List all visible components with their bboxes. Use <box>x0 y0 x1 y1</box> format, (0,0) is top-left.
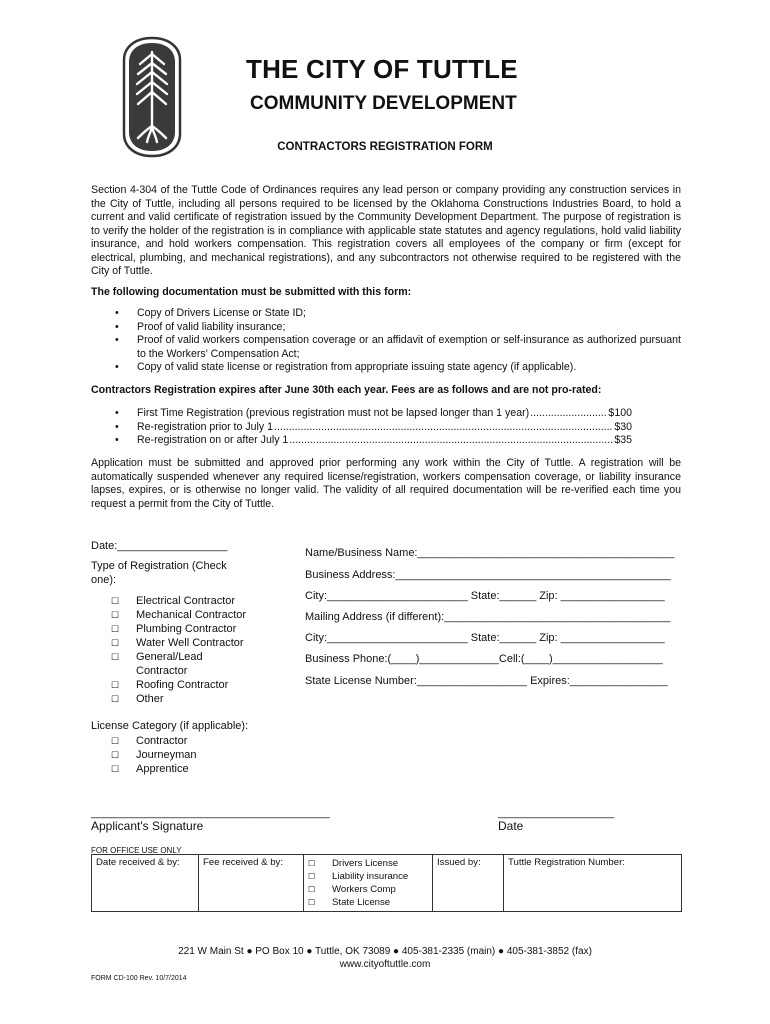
checkbox-state-license[interactable]: ☐ State License <box>308 897 391 908</box>
business-address-field[interactable]: Business Address:_____________________________________________ <box>305 569 671 581</box>
office-checklist <box>308 857 428 909</box>
checkbox-liability-insurance[interactable]: ☐ Liability insurance <box>308 871 409 882</box>
fees-heading: Contractors Registration expires after June 30th each year. Fees are as follows and are not pro-rated: <box>91 384 602 396</box>
checkbox-contractor[interactable]: ☐ Contractor <box>111 735 188 747</box>
list-item: • Proof of valid workers compensation coverage or an affidavit of exemption or self-insurance as authorized pursuant to the Workers' Compensation Act; <box>91 334 681 361</box>
fee-label: • Re-registration on or after July 1 <box>137 434 289 446</box>
city-state-zip-field[interactable]: City:_______________________ State:______ Zip: _________________ <box>305 590 665 602</box>
license-category-checklist <box>111 734 271 776</box>
checkbox-other[interactable]: ☐ Other <box>111 693 164 705</box>
checkbox-workers-comp[interactable]: ☐ Workers Comp <box>308 884 396 895</box>
checkbox-plumbing-contractor[interactable]: ☐ Plumbing Contractor <box>111 623 237 635</box>
date-signature-line[interactable]: ___________________ <box>498 807 615 819</box>
fee-amount: $35 <box>614 434 632 446</box>
checkbox-mechanical-contractor[interactable]: ☐ Mechanical Contractor <box>111 609 247 621</box>
checkbox-apprentice[interactable]: ☐ Apprentice <box>111 763 189 775</box>
checkbox-drivers-license[interactable]: ☐ Drivers License <box>308 858 399 869</box>
checkbox-roofing-contractor[interactable]: ☐ Roofing Contractor <box>111 679 229 691</box>
mailing-address-field[interactable]: Mailing Address (if different):_____________________________________ <box>305 611 671 623</box>
checkbox-electrical-contractor[interactable]: ☐ Electrical Contractor <box>111 595 236 607</box>
checkbox-water-well-contractor[interactable]: ☐ Water Well Contractor <box>111 637 244 649</box>
documentation-heading: The following documentation must be submitted with this form: <box>91 286 412 298</box>
fee-label: • First Time Registration (previous registration must not be lapsed longer than 1 year) <box>137 407 530 419</box>
list-item: • Copy of Drivers License or State ID; <box>91 307 681 321</box>
license-category-label: License Category (if applicable): <box>91 720 249 732</box>
form-revision: FORM CD-100 Rev. 10/7/2014 <box>91 975 187 982</box>
document-checklist-cell <box>304 855 433 912</box>
registration-type-checklist <box>111 594 271 706</box>
fee-label: • Re-registration prior to July 1 <box>137 420 274 433</box>
signature-label: Applicant's Signature <box>91 819 204 833</box>
date-field[interactable]: Date:__________________ <box>91 540 228 552</box>
fee-item <box>91 434 632 448</box>
footer-address: 221 W Main St ● PO Box 10 ● Tuttle, OK 73089 ● 405-381-2335 (main) ● 405-381-3852 (fax) <box>178 946 592 957</box>
mailing-city-state-zip-field[interactable]: City:_______________________ State:______ Zip: _________________ <box>305 632 665 644</box>
city-title: THE CITY OF TUTTLE <box>246 54 518 84</box>
form-title: CONTRACTORS REGISTRATION FORM <box>277 141 493 153</box>
application-paragraph: Application must be submitted and approved prior performing any work within the City of Tuttle. A registration will be automatically suspended whenever any required license/registration, workers compensation coverage, or liability insurance lapses, expires, or is otherwise no longer valid. The validity of all required documentation will be re-verified each time you request a permit from the City of Tuttle. <box>91 457 681 510</box>
list-item: • Copy of valid state license or registration from appropriate issuing state agency (if applicable). <box>91 361 681 375</box>
business-name-field[interactable]: Name/Business Name:__________________________________________ <box>305 547 675 559</box>
fee-amount: $100 <box>608 407 632 419</box>
office-use-table <box>91 854 682 912</box>
issued-by-cell: Issued by: <box>433 855 504 912</box>
registration-number-cell: Tuttle Registration Number: <box>504 855 682 912</box>
fee-item <box>91 421 632 435</box>
documentation-list <box>91 307 681 375</box>
list-item: • Proof of valid liability insurance; <box>91 321 681 335</box>
checkbox-journeyman[interactable]: ☐ Journeyman <box>111 749 197 761</box>
department-title: COMMUNITY DEVELOPMENT <box>250 93 517 114</box>
date-received-cell: Date received & by: <box>92 855 199 912</box>
checkbox-general-lead-contractor[interactable]: ☐ General/Lead Contractor <box>111 651 203 677</box>
footer-website[interactable]: www.cityoftuttle.com <box>339 959 431 970</box>
registration-type-label: Type of Registration (Check one): <box>91 560 227 586</box>
fee-amount: $30 <box>614 420 632 433</box>
office-use-label: FOR OFFICE USE ONLY <box>91 846 182 855</box>
intro-paragraph: Section 4-304 of the Tuttle Code of Ordinances requires any lead person or company providing any construction services in the City of Tuttle, including all persons required to be licensed by the Oklahoma Constructions Industries Board, to hold a current and valid certificate of registration issued by the Community Development Department. The purpose of registration is to verify the holder of the registration is in compliance with applicable state statutes and agency regulations, hold valid liability insurance, and hold workers compensation. This registration covers all employees of the company or firm (except for electrical, plumbing, and mechanical registrations), and any subcontractors not otherwise required to be registered with the City of Tuttle. <box>91 184 681 277</box>
date-signature-label: Date <box>498 819 524 833</box>
state-license-field[interactable]: State License Number:__________________ Expires:________________ <box>305 675 668 687</box>
signature-line[interactable]: _______________________________________ <box>91 807 330 819</box>
fee-received-cell: Fee received & by: <box>199 855 304 912</box>
city-tree-logo <box>120 36 184 158</box>
business-phone-field[interactable]: Business Phone:(____)_____________Cell:(____)__________________ <box>305 653 663 665</box>
fee-item <box>91 407 632 421</box>
fees-list <box>91 407 632 448</box>
